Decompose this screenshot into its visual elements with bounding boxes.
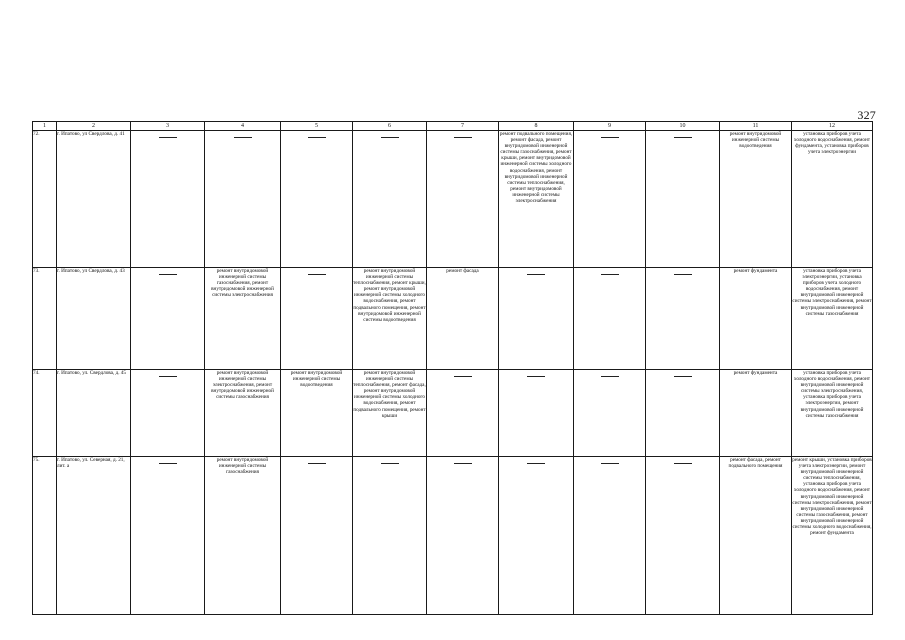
address-cell: г. Ипатово, ул. Северная, д. 21, лит. а (57, 457, 131, 615)
dash-mark (234, 137, 252, 138)
dash-mark (527, 274, 545, 275)
empty-cell (427, 457, 499, 615)
column-header: 7 (427, 122, 499, 131)
work-text: ремонт фундамента (733, 370, 778, 376)
dash-mark (674, 137, 692, 138)
column-header: 8 (499, 122, 574, 131)
empty-cell (574, 268, 646, 370)
row-number: 72. (33, 131, 57, 268)
work-text: ремонт внутридомовой инженерной системы теплоснабжения, ремонт крыши, ремонт внутридомовой инженерной системы холодного водоснабжения, ремонт подвального помещения, ремонт внутридомовой инженерной системы водоотведения (353, 268, 426, 323)
empty-cell (205, 131, 281, 268)
empty-cell (131, 131, 205, 268)
work-text: ремонт фасада (446, 268, 479, 274)
dash-mark (601, 274, 619, 275)
empty-cell (353, 457, 427, 615)
empty-cell (646, 268, 720, 370)
work-text: ремонт внутридомовой инженерной системы теплоснабжения, ремонт фасада, ремонт внутридомовой инженерной системы холодного водоснабжения, ремонт подвального помещения, ремонт крыши (353, 370, 426, 419)
work-cell (205, 457, 281, 615)
column-header: 12 (792, 122, 873, 131)
work-text: ремонт внутридомовой инженерной системы электроснабжения, ремонт внутридомовой инженерной системы газоснабжения (211, 370, 274, 401)
work-text: ремонт крыши, установка приборов учета электроэнергии, ремонт внутридомовой инженерной системы теплоснабжения, установка приборов учета холодного водоснабжения, ремонт внутридомовой инженерной системы электроснабжения, ремонт внутридомовой инженерной системы газоснабжения, ремонт внутридомовой инженерной системы холодного водоснабжения, ремонт фундамента (792, 457, 872, 537)
dash-mark (454, 463, 472, 464)
work-cell (720, 268, 792, 370)
empty-cell (499, 457, 574, 615)
dash-mark (159, 274, 177, 275)
work-text: ремонт подвального помещения, ремонт фасада, ремонт внутридомовой инженерной системы газоснабжения, ремонт крыши, ремонт внутридомовой инженерной системы холодного водоснабжения, ремонт внутридомовой инженерной системы теплоснабжения, ремонт внутридомовой инженерной системы электроснабжения (499, 131, 573, 205)
work-cell (792, 131, 873, 268)
dash-mark (159, 463, 177, 464)
empty-cell (353, 131, 427, 268)
work-text: установка приборов учета электроэнергии, установка приборов учета холодного водоснабжения, ремонт внутридомовой инженерной системы электроснабжения, ремонт внутридомовой инженерной системы газоснабжения (792, 268, 872, 317)
table-row (33, 370, 873, 457)
empty-cell (574, 370, 646, 457)
dash-mark (527, 463, 545, 464)
empty-cell (281, 268, 353, 370)
column-number-header-row (33, 122, 873, 131)
work-cell (205, 268, 281, 370)
column-header: 5 (281, 122, 353, 131)
dash-mark (308, 137, 326, 138)
empty-cell (131, 370, 205, 457)
empty-cell (574, 457, 646, 615)
empty-cell (646, 457, 720, 615)
dash-mark (381, 137, 399, 138)
empty-cell (646, 131, 720, 268)
work-text: ремонт фасада, ремонт подвального помещения (728, 457, 783, 470)
empty-cell (281, 131, 353, 268)
work-cell (353, 268, 427, 370)
empty-cell (131, 457, 205, 615)
address-cell: г. Ипатово, ул Свердлова, д. 43 (57, 268, 131, 370)
empty-cell (574, 131, 646, 268)
work-text: ремонт внутридомовой инженерной системы газоснабжения (216, 457, 269, 476)
dash-mark (601, 137, 619, 138)
dash-mark (674, 274, 692, 275)
dash-mark (601, 376, 619, 377)
row-number: 73. (33, 268, 57, 370)
repair-plan-table (32, 121, 873, 615)
dash-mark (454, 137, 472, 138)
row-number: 74. (33, 370, 57, 457)
work-cell (720, 131, 792, 268)
dash-mark (159, 376, 177, 377)
column-header: 9 (574, 122, 646, 131)
dash-mark (159, 137, 177, 138)
table-row (33, 457, 873, 615)
column-header: 3 (131, 122, 205, 131)
work-text: ремонт внутридомовой инженерной системы водоотведения (290, 370, 343, 389)
work-cell (792, 268, 873, 370)
work-text: установка приборов учета холодного водоснабжения, ремонт внутридомовой инженерной системы электроснабжения, установка приборов учета электроэнергии, ремонт внутридомовой инженерной системы газоснабжения (793, 370, 871, 419)
dash-mark (308, 463, 326, 464)
work-cell (792, 370, 873, 457)
empty-cell (427, 131, 499, 268)
work-cell (720, 457, 792, 615)
dash-mark (527, 376, 545, 377)
address-cell: г. Ипатово, ул Свердлова, д. 41 (57, 131, 131, 268)
dash-mark (674, 463, 692, 464)
work-cell (353, 370, 427, 457)
work-text: ремонт внутридомовой инженерной системы водоотведения (729, 131, 782, 150)
work-text: ремонт фундамента (733, 268, 778, 274)
address-cell: г. Ипатово, ул. Свердлова, д. 45 (57, 370, 131, 457)
empty-cell (427, 370, 499, 457)
dash-mark (381, 463, 399, 464)
empty-cell (281, 457, 353, 615)
empty-cell (646, 370, 720, 457)
column-header: 4 (205, 122, 281, 131)
empty-cell (499, 268, 574, 370)
dash-mark (601, 463, 619, 464)
work-cell (205, 370, 281, 457)
work-text: установка приборов учета холодного водоснабжения, ремонт фундамента, установка приборов учета электроэнергии (793, 131, 871, 156)
column-header: 1 (33, 122, 57, 131)
column-header: 10 (646, 122, 720, 131)
column-header: 6 (353, 122, 427, 131)
work-cell (499, 131, 574, 268)
dash-mark (674, 376, 692, 377)
empty-cell (131, 268, 205, 370)
empty-cell (499, 370, 574, 457)
column-header: 11 (720, 122, 792, 131)
work-cell (427, 268, 499, 370)
dash-mark (308, 274, 326, 275)
dash-mark (454, 376, 472, 377)
row-number: 75. (33, 457, 57, 615)
page-number: 327 (857, 108, 876, 122)
table-row (33, 268, 873, 370)
table-row (33, 131, 873, 268)
work-cell (792, 457, 873, 615)
work-text: ремонт внутридомовой инженерной системы газоснабжения, ремонт внутридомовой инженерной системы электроснабжения (211, 268, 274, 299)
work-cell (720, 370, 792, 457)
work-cell (281, 370, 353, 457)
column-header: 2 (57, 122, 131, 131)
